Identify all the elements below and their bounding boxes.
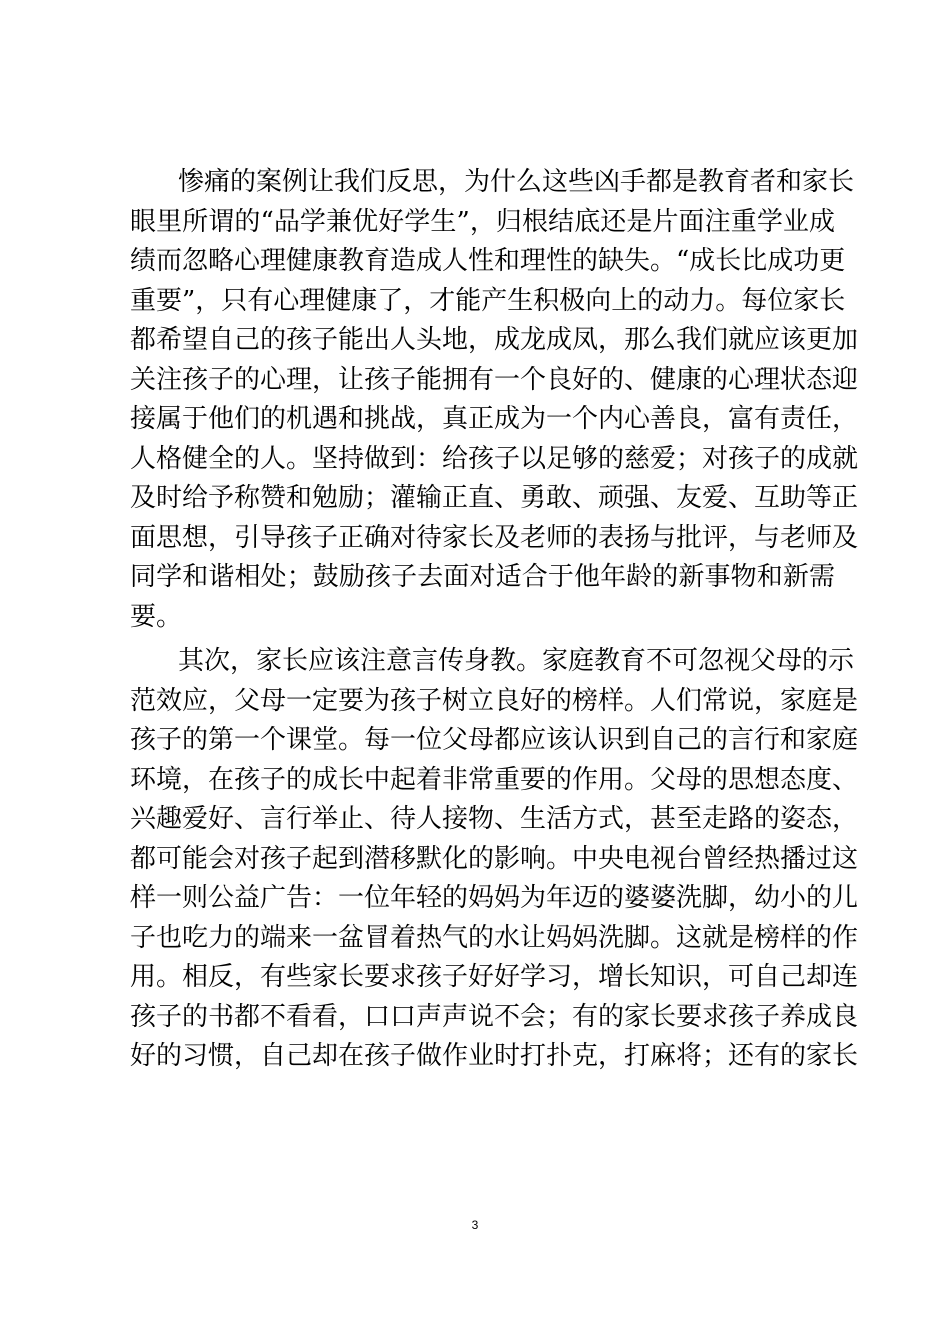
text-line: 好的习惯，自己却在孩子做作业时打扑克，打麻将；还有的家长 (130, 1041, 859, 1071)
text-line: 环境，在孩子的成长中起着非常重要的作用。父母的思想态度、 (130, 764, 859, 795)
text-line: 其次，家长应该注意言传身教。家庭教育不可忽视父母的示 (178, 646, 855, 676)
text-line: 惨痛的案例让我们反思，为什么这些凶手都是教育者和家长 (178, 167, 855, 197)
text-line: 同学和谐相处；鼓励孩子去面对适合于他年龄的新事物和新需 (130, 562, 835, 592)
text-line: 子也吃力的端来一盆冒着热气的水让妈妈洗脚。这就是榜样的作 (130, 922, 859, 953)
text-line: 绩而忽略心理健康教育造成人性和理性的缺失。“成长比成功更 (130, 246, 846, 276)
text-line: 眼里所谓的“品学兼优好学生”，归根结底还是片面注重学业成 (130, 206, 835, 237)
text-line: 关注孩子的心理，让孩子能拥有一个良好的、健康的心理状态迎 (130, 364, 859, 395)
paragraph-1 (130, 163, 859, 637)
text-line: 重要”，只有心理健康了，才能产生积极向上的动力。每位家长 (130, 285, 846, 316)
text-line: 及时给予称赞和勉励；灌输正直、勇敢、顽强、友爱、互助等正 (130, 483, 859, 513)
paragraph-2 (130, 642, 859, 1077)
page-number: 3 (471, 1218, 479, 1232)
text-line: 都希望自己的孩子能出人头地，成龙成凤，那么我们就应该更加 (130, 325, 859, 355)
text-line: 都可能会对孩子起到潜移默化的影响。中央电视台曾经热播过这 (130, 843, 859, 874)
body-text (130, 163, 859, 1077)
text-line: 孩子的第一个课堂。每一位父母都应该认识到自己的言行和家庭 (130, 725, 859, 755)
text-line: 面思想，引导孩子正确对待家长及老师的表扬与批评，与老师及 (130, 522, 859, 553)
text-line: 人格健全的人。坚持做到：给孩子以足够的慈爱；对孩子的成就 (130, 443, 859, 474)
text-line: 样一则公益广告：一位年轻的妈妈为年迈的婆婆洗脚，幼小的儿 (130, 883, 859, 913)
text-line: 用。相反，有些家长要求孩子好好学习，增长知识，可自己却连 (130, 962, 859, 992)
text-line: 范效应，父母一定要为孩子树立良好的榜样。人们常说，家庭是 (130, 685, 859, 716)
text-line: 孩子的书都不看看，口口声声说不会；有的家长要求孩子养成良 (130, 1001, 859, 1032)
text-line: 要。 (130, 601, 183, 632)
text-line: 兴趣爱好、言行举止、待人接物、生活方式，甚至走路的姿态， (130, 804, 859, 834)
text-line: 接属于他们的机遇和挑战，真正成为一个内心善良，富有责任， (130, 404, 859, 434)
